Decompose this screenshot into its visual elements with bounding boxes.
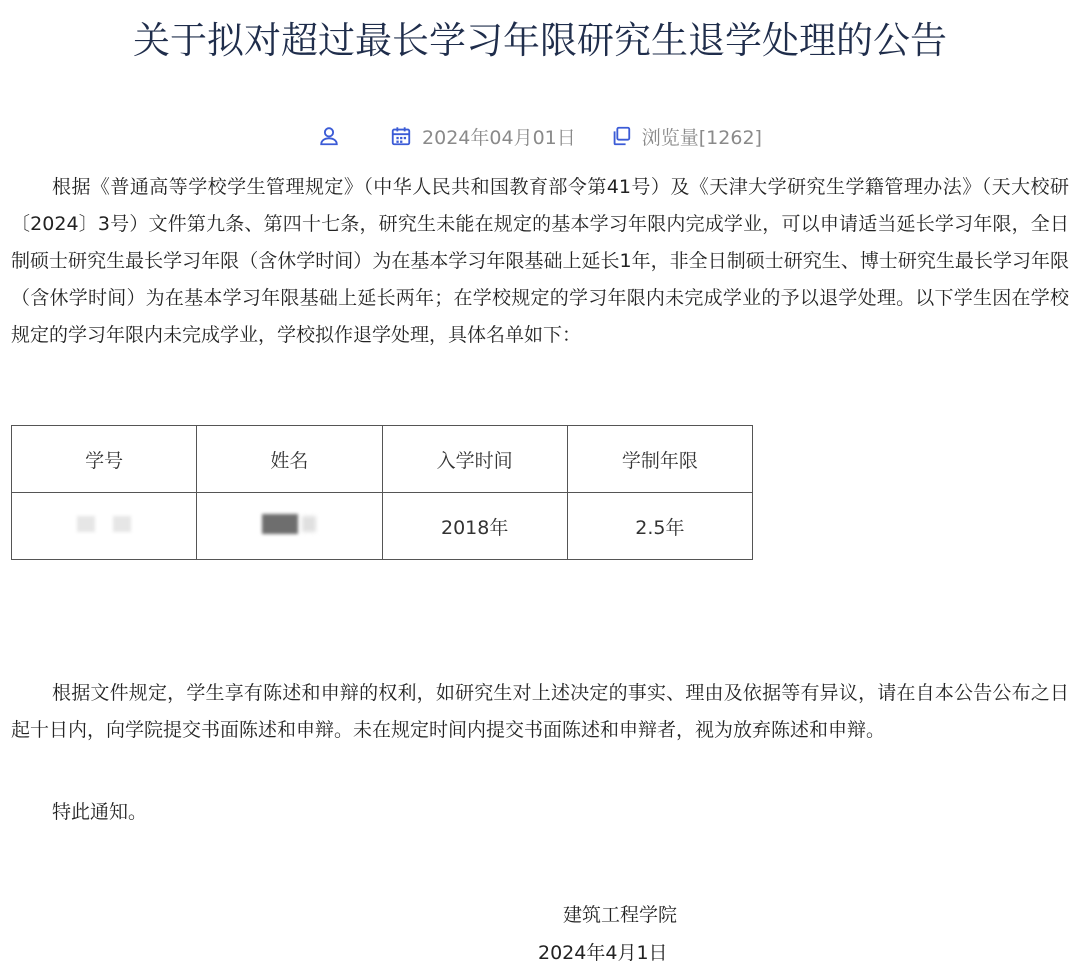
body-paragraph-1: 根据《普通高等学校学生管理规定》（中华人民共和国教育部令第41号）及《天津大学研究生学籍管理办法》（天大校研〔2024〕3号）文件第九条、第四十七条，研究生未能在规定的基本学习年限内完成学业，可以申请适当延长学习年限，全日制硕士研究生最长学习年限（含休学时间）为在基本学习年限基础上延长1年，非全日制硕士研究生、博士研究生最长学习年限（含休学时间）为在基本学习年限基础上延长两年；在学校规定的学习年限内未完成学业的予以退学处理。以下学生因在学校规定的学习年限内未完成学业，学校拟作退学处理，具体名单如下： bbox=[11, 176, 1069, 346]
page-title: 关于拟对超过最长学习年限研究生退学处理的公告 bbox=[133, 19, 947, 62]
redacted-name bbox=[262, 514, 316, 534]
header-name: 姓名 bbox=[197, 426, 382, 493]
user-icon bbox=[318, 125, 340, 147]
cell-enroll-time: 2018年 bbox=[382, 493, 567, 560]
cell-duration: 2.5年 bbox=[567, 493, 752, 560]
table-row bbox=[12, 493, 753, 560]
meta-bar bbox=[0, 118, 1080, 154]
header-student-id: 学号 bbox=[12, 426, 197, 493]
table-header-row bbox=[12, 426, 753, 493]
views-meta bbox=[610, 123, 762, 150]
header-enroll-time: 入学时间 bbox=[382, 426, 567, 493]
author-meta bbox=[318, 125, 350, 147]
closing-line: 特此通知。 bbox=[52, 801, 148, 823]
date-meta bbox=[390, 123, 576, 150]
copy-icon bbox=[610, 125, 632, 147]
student-table bbox=[11, 425, 753, 560]
body-paragraph-2: 根据文件规定，学生享有陈述和申辩的权利，如研究生对上述决定的事实、理由及依据等有异议，请在自本公告公布之日起十日内，向学院提交书面陈述和申辩。未在规定时间内提交书面陈述和申辩者，视为放弃陈述和申辩。 bbox=[11, 682, 1069, 741]
redacted-id bbox=[77, 516, 131, 532]
cell-student-id-redacted bbox=[12, 493, 197, 560]
publish-date: 2024年04月01日 bbox=[422, 126, 576, 149]
signature-org: 建筑工程学院 bbox=[563, 904, 678, 926]
cell-name-redacted bbox=[197, 493, 382, 560]
view-count: 浏览量[1262] bbox=[641, 126, 762, 149]
calendar-icon bbox=[390, 125, 412, 147]
signature-date: 2024年4月1日 bbox=[538, 942, 668, 964]
header-duration: 学制年限 bbox=[567, 426, 752, 493]
